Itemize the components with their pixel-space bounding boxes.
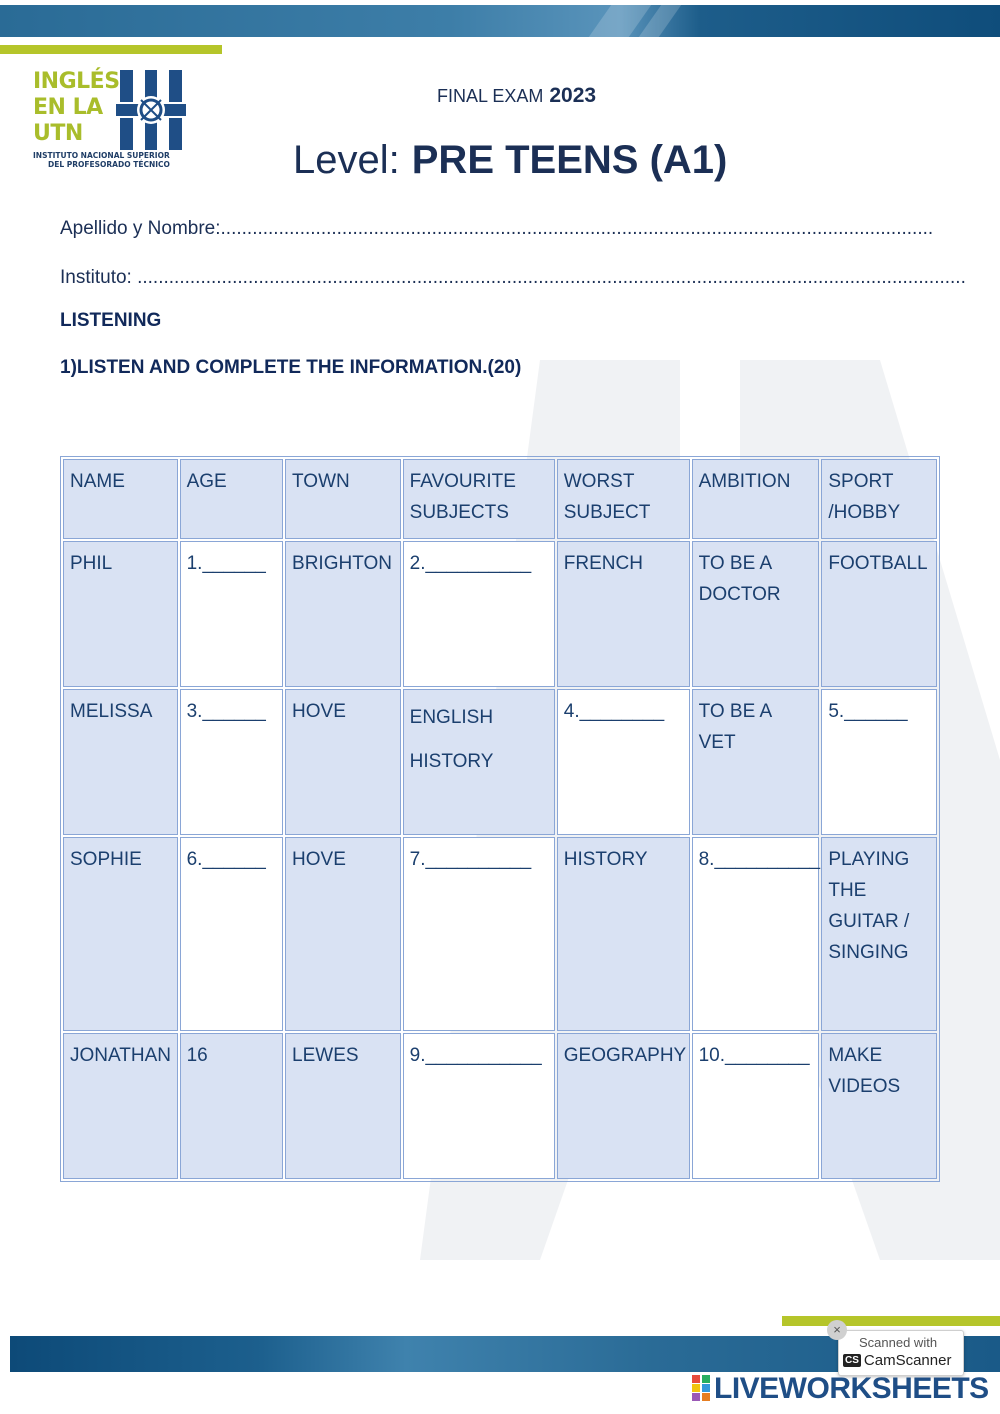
- table-cell: LEWES: [285, 1033, 401, 1179]
- section-heading: LISTENING: [60, 310, 162, 331]
- header-band: [0, 5, 1000, 37]
- logo-subtitle-line: DEL PROFESORADO TÉCNICO: [48, 160, 170, 169]
- table-cell: SOPHIE: [63, 837, 178, 1031]
- table-cell: GEOGRAPHY: [557, 1033, 690, 1179]
- table-row: [63, 837, 937, 1031]
- camscanner-name: CamScanner: [863, 1352, 952, 1369]
- answer-blank[interactable]: 2.__________: [403, 541, 555, 687]
- answer-blank[interactable]: 6.______: [180, 837, 283, 1031]
- utn-emblem-icon: [116, 70, 186, 150]
- liveworksheets-logo: [692, 1372, 989, 1406]
- table-cell: FRENCH: [557, 541, 690, 687]
- table-row: [63, 1033, 937, 1179]
- logo-line: UTN: [33, 121, 83, 146]
- table-cell: MAKE VIDEOS: [821, 1033, 937, 1179]
- answer-blank[interactable]: 3.______: [180, 689, 283, 835]
- liveworksheets-icon: [692, 1375, 710, 1401]
- liveworksheets-wordmark: LIVEWORKSHEETS: [714, 1372, 989, 1405]
- answer-blank[interactable]: 5.______: [821, 689, 937, 835]
- table-row: [63, 541, 937, 687]
- table-row: [63, 689, 937, 835]
- column-header: FAVOURITE SUBJECTS: [403, 459, 555, 539]
- level-value: PRE TEENS (A1): [411, 138, 728, 182]
- logo-line: INGLÉS: [33, 69, 120, 94]
- answer-blank[interactable]: 8.__________: [692, 837, 820, 1031]
- header-accent-line: [0, 45, 222, 54]
- table-cell: HOVE: [285, 689, 401, 835]
- table-cell: HOVE: [285, 837, 401, 1031]
- column-header: AMBITION: [692, 459, 820, 539]
- table-cell: BRIGHTON: [285, 541, 401, 687]
- table-cell: HISTORY: [557, 837, 690, 1031]
- answer-blank[interactable]: 9.___________: [403, 1033, 555, 1179]
- logo-subtitle-line: INSTITUTO NACIONAL SUPERIOR: [33, 151, 170, 160]
- camscanner-brand: [843, 1352, 951, 1369]
- table-cell: TO BE A VET: [692, 689, 820, 835]
- listening-table: [60, 456, 940, 1182]
- table-cell: TO BE A DOCTOR: [692, 541, 820, 687]
- exam-title: [437, 84, 596, 108]
- column-header: SPORT /HOBBY: [821, 459, 937, 539]
- table-cell: FOOTBALL: [821, 541, 937, 687]
- answer-blank[interactable]: 10.________: [692, 1033, 820, 1179]
- institute-field[interactable]: Instituto: .............................................................................................................................................................: [60, 267, 966, 288]
- camscanner-icon: CS: [845, 1355, 859, 1366]
- table-cell: JONATHAN: [63, 1033, 178, 1179]
- name-field[interactable]: Apellido y Nombre:.......................................................................................................................................: [60, 218, 934, 239]
- close-icon[interactable]: ×: [827, 1320, 847, 1340]
- answer-blank[interactable]: 1.______: [180, 541, 283, 687]
- table-cell: PHIL: [63, 541, 178, 687]
- exam-label: FINAL EXAM: [437, 86, 544, 106]
- column-header: AGE: [180, 459, 283, 539]
- table-cell: ENGLISH HISTORY: [403, 689, 555, 835]
- table-cell: 16: [180, 1033, 283, 1179]
- logo-line: EN LA: [33, 95, 103, 120]
- scanned-with-text: Scanned with: [859, 1335, 938, 1350]
- footer-accent-line: [782, 1316, 1000, 1326]
- table-cell: PLAYING THE GUITAR / SINGING: [821, 837, 937, 1031]
- level-label: Level:: [293, 138, 400, 182]
- table-cell: MELISSA: [63, 689, 178, 835]
- answer-blank[interactable]: 7.__________: [403, 837, 555, 1031]
- level-heading: [293, 138, 727, 183]
- table-header-row: [63, 459, 937, 539]
- column-header: WORST SUBJECT: [557, 459, 690, 539]
- logo-wordmark: [33, 69, 123, 147]
- task-instruction: 1)LISTEN AND COMPLETE THE INFORMATION.(20): [60, 357, 522, 378]
- column-header: NAME: [63, 459, 178, 539]
- answer-blank[interactable]: 4.________: [557, 689, 690, 835]
- camscanner-badge: [838, 1330, 964, 1376]
- column-header: TOWN: [285, 459, 401, 539]
- logo-subtitle: [33, 151, 193, 169]
- exam-year: 2023: [549, 84, 597, 107]
